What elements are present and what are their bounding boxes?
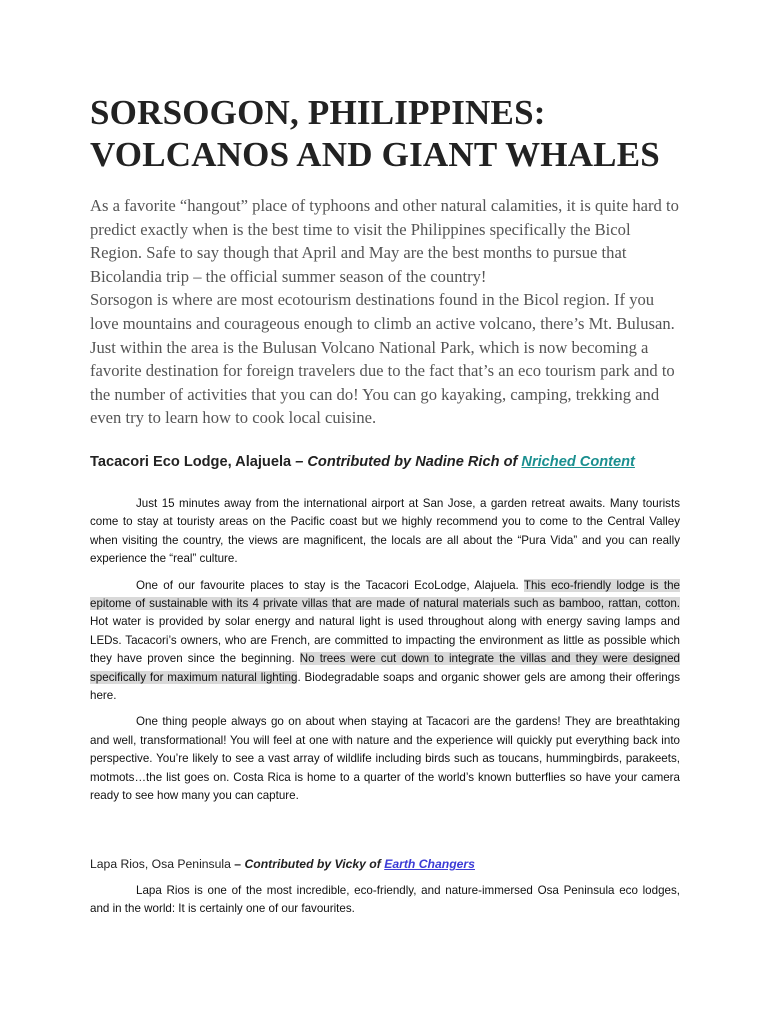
contributor-text: Contributed by Vicky of	[244, 857, 385, 871]
article-title	[90, 92, 690, 176]
section-body-tacacori	[90, 495, 680, 814]
highlighted-text: This eco-friendly lodge is the epitome of sustainable with its 4 private villas that are made of natural materials such as bamboo, rattan, cotton.	[90, 578, 680, 611]
section-heading-tacacori	[90, 452, 690, 472]
title-line-2: VOLCANOS AND GIANT WHALES	[90, 135, 660, 174]
earth-changers-link[interactable]: Earth Changers	[384, 857, 475, 871]
contributor-text: – Contributed by Nadine Rich of	[291, 454, 522, 470]
intro-paragraph-2: Sorsogon is where are most ecotourism destinations found in the Bicol region. If you love mountains and courageous enough to climb an active volcano, there’s Mt. Bulusan. Just within the area is the Bulusan Volcano National Park, which is now becoming a favorite destination for foreign travelers due to the fact that’s an eco tourism park and to the number of activities that you can do! You can go kayaking, camping, trekking and even try to learn how to cook local cuisine.	[90, 290, 675, 428]
body-paragraph-1: Just 15 minutes away from the international airport at San Jose, a garden retreat awaits. Many tourists come to stay at touristy areas on the Pacific coast but we highly recommend you to come to the Central Valley when visiting the country, the views are magnificent, the locals are all about the “Pura Vida” and you can really experience the “real” culture.	[90, 497, 680, 566]
section-body-lapa-rios	[90, 882, 680, 927]
section-name: Tacacori Eco Lodge, Alajuela	[90, 454, 292, 470]
section-name: Lapa Rios, Osa Peninsula	[90, 857, 231, 871]
body-paragraph-2: One of our favourite places to stay is the Tacacori EcoLodge, Alajuela. This eco-friendly lodge is the epitome of sustainable with its 4 private villas that are made of natural materials such as bamboo, rattan, cotton. Hot water is provided by solar energy and natural light is used throughout along with energy saving lamps and LEDs. Tacacori’s owners, who are French, are committed to impacting the environment as little as possible which they have proven since the beginning. No trees were cut down to integrate the villas and they were designed specifically for maximum natural lighting. Biodegradable soaps and organic shower gels are among their offerings here.	[90, 578, 680, 703]
dash-separator: –	[230, 857, 245, 871]
section-heading-lapa-rios	[90, 855, 690, 873]
body-paragraph-1: Lapa Rios is one of the most incredible, eco-friendly, and nature-immersed Osa Peninsula eco lodges, and in the world: It is certainly one of our favourites.	[90, 884, 680, 916]
highlighted-text: No trees were cut down to integrate the villas and they were designed specifically for maximum natural lighting	[90, 652, 680, 684]
intro-paragraph-1: As a favorite “hangout” place of typhoons and other natural calamities, it is quite hard to predict exactly when is the best time to visit the Philippines specifically the Bicol Region. Safe to say though that April and May are the best months to pursue that Bicolandia trip – the official summer season of the country!	[90, 196, 679, 286]
title-line-1: SORSOGON, PHILIPPINES:	[90, 93, 546, 132]
body-paragraph-3: One thing people always go on about when staying at Tacacori are the gardens! They are breathtaking and well, transformational! You will feel at one with nature and the experience will quickly put everything back into perspective. You’re likely to see a vast array of wildlife including birds such as toucans, hummingbirds, parakeets, motmots…the list goes on. Costa Rica is home to a quarter of the world’s known butterflies so have your camera ready to see how many you can capture.	[90, 715, 680, 803]
nriched-content-link[interactable]: Nriched Content	[521, 454, 635, 470]
intro-text	[90, 194, 680, 430]
